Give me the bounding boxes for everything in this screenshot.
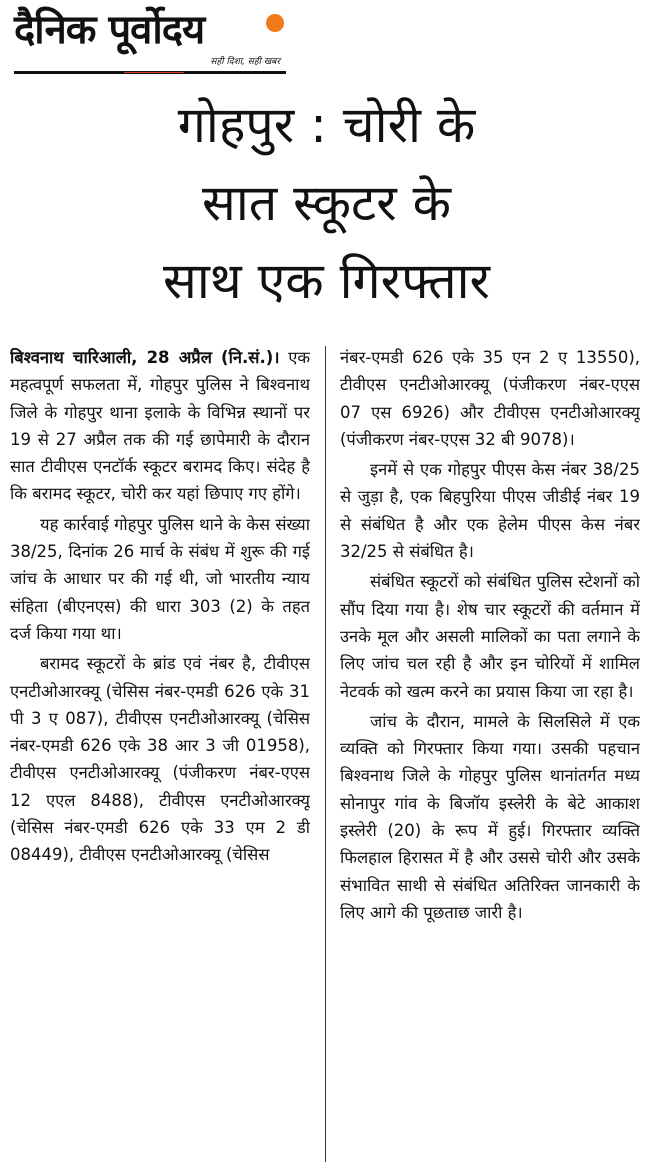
masthead-orange-dot (266, 14, 284, 32)
column-divider (325, 346, 326, 1162)
dateline: बिश्वनाथ चारिआली, 28 अप्रैल (नि.सं.)। (10, 348, 280, 367)
article-paragraph: जांच के दौरान, मामले के सिलसिले में एक व्यक्ति को गिरफ्तार किया गया। उसकी पहचान बिश्वनाथ जिले के गोहपुर पुलिस थानांतर्गत मध्य सोनापुर गांव के बिजॉय इस्लेरी के बेटे आकाश इस्लेरी (20) के रूप में हुई। गिरफ्तार व्यक्ति फिलहाल हिरासत में है और उससे चोरी और उसके संभावित साथी से संबंधित अतिरिक्त जानकारी के लिए आगे की पूछताछ जारी है। (340, 711, 640, 922)
article-paragraph (10, 344, 310, 508)
article-paragraph: इनमें से एक गोहपुर पीएस केस नंबर 38/25 से जुड़ा है, एक बिहपुरिया पीएस जीडीई नंबर 19 से संबंधित है और एक हेलेम पीएस केस नंबर 32/25 से संबंधित है। (340, 460, 640, 562)
headline-line-1: गोहपुर : चोरी के (177, 96, 476, 154)
paragraph-text: एक महत्वपूर्ण सफलता में, गोहपुर पुलिस ने बिश्वनाथ जिले के गोहपुर थाना इलाके के विभिन्न स्थानों पर 19 से 27 अप्रैल तक की गई छापेमारी के दौरान सात टीवीएस एनटॉर्क स्कूटर बरामद किए। संदेह है कि बरामद स्कूटर, चोरी कर यहां छिपाए गए होंगे। (10, 348, 310, 504)
article-column-right (340, 344, 640, 1164)
article-paragraph: यह कार्रवाई गोहपुर पुलिस थाने के केस संख्या 38/25, दिनांक 26 मार्च के संबंध में शुरू की गई जांच के आधार पर की गई थी, जो भारतीय न्याय संहिता (बीएनएस) की धारा 303 (2) के तहत दर्ज किया गया था। (10, 514, 310, 643)
headline-line-3: साथ एक गिरफ्तार (163, 252, 490, 310)
article-column-left (10, 344, 310, 1164)
masthead (14, 4, 286, 74)
article-paragraph: संबंधित स्कूटरों को संबंधित पुलिस स्टेशनों को सौंप दिया गया है। शेष चार स्कूटरों की वर्तमान में उनके मूल और असली मालिकों का पता लगाने के लिए जांच चल रही है और इन चोरियों में शामिल नेटवर्क को खत्म करने का प्रयास किया जा रहा है। (340, 572, 640, 701)
newspaper-tagline: सही दिशा, सही खबर (210, 57, 280, 67)
headline-line-2: सात स्कूटर के (202, 174, 451, 232)
article-headline (20, 86, 633, 320)
article-paragraph: बरामद स्कूटरों के ब्रांड एवं नंबर है, टीवीएस एनटीओआरक्यू (चेसिस नंबर-एमडी 626 एके 31 पी 3 ए 087), टीवीएस एनटीओआरक्यू (चेसिस नंबर-एमडी 626 एके 38 आर 3 जी 01958), टीवीएस एनटीओआरक्यू (पंजीकरण नंबर-एएस 12 एएल 8488), टीवीएस एनटीओआरक्यू (चेसिस नंबर-एमडी 626 एके 33 एम 2 डी 08449), टीवीएस एनटीओआरक्यू (चेसिस (10, 654, 310, 865)
article-paragraph-continued: नंबर-एमडी 626 एके 35 एन 2 ए 13550), टीवीएस एनटीओआरक्यू (पंजीकरण नंबर-एएस 07 एस 6926) और टीवीएस एनटीओआरक्यू (पंजीकरण नंबर-एएस 32 बी 9078)। (340, 348, 640, 449)
masthead-accent-rule (124, 72, 184, 73)
newspaper-name: दैनिक पूर्वोदय (14, 7, 205, 53)
